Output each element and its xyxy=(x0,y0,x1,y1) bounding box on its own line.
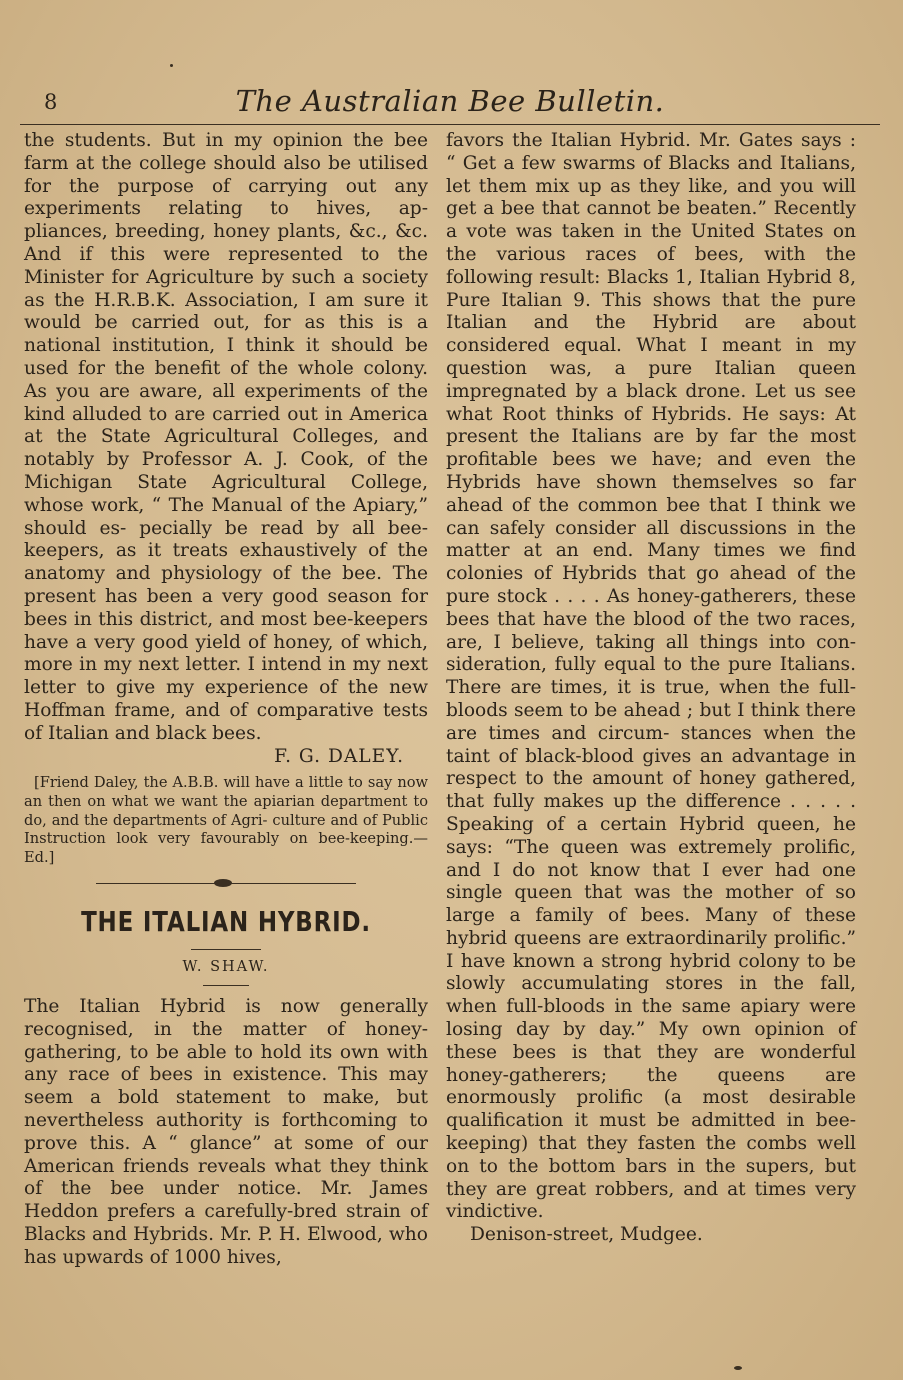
page-number: 8 xyxy=(44,90,58,114)
ink-speck xyxy=(734,1366,742,1370)
left-column xyxy=(24,130,428,1270)
article-title: THE ITALIAN HYBRID. xyxy=(81,905,371,939)
right-column xyxy=(446,130,856,1247)
article-continuation-text: favors the Italian Hybrid. Mr. Gates says : “ Get a few swarms of Blacks and Italians, let them mix up as they like, and you will get a bee that cannot be beaten.” Recently a vote was taken in the United States on the various races of bees, with the following result: Blacks 1, Italian Hybrid 8, Pure Italian 9. This shows that the pure Italian and the Hybrid are about considered equal. What I meant in my question was, a pure Italian queen impregnated by a black drone. Let us see what Root thinks of Hybrids. He says: At present the Italians are by far the most profitable bees we have; and even the Hybrids have shown themselves so far ahead of the common bee that I think we can safely consider all discussions in the matter at an end. Many times we find colonies of Hybrids that go ahead of the pure stock . . . . As honey-gatherers, these bees that have the blood of the two races, are, I believe, taking all things into con- sideration, fully equal to the pure Italians. There are times, it is true, when the full-bloods seem to be ahead ; but I think there are times and circum- stances when the taint of black-blood gives an advantage in respect to the amount of honey gathered, that fully makes up the difference . . . . . Speaking of a certain Hybrid queen, he says: “The queen was extremely prolific, and I do not know that I ever had one single queen that was the mother of so large a family of bees. Many of these hybrid queens are extraordinarily prolific.” I have known a strong hybrid colony to be slowly accumulating stores in the fall, when full-bloods in the same apiary were losing day by day.” My own opinion of these bees is that they are wonderful honey-gatherers; the queens are enormously prolific (a most desirable qualification it must be admitted in bee- keeping) that they fasten the combs well on to the bottom bars in the supers, but they are great robbers, and at times very vindictive. xyxy=(446,130,857,1223)
page-header xyxy=(20,84,880,125)
ink-speck xyxy=(170,64,173,67)
author-rule xyxy=(203,985,249,986)
article-closing-address: Denison-street, Mudgee. xyxy=(470,1224,703,1246)
title-rule xyxy=(191,949,261,950)
letter-signature: F. G. DALEY. xyxy=(274,745,404,767)
article-author: W. SHAW. xyxy=(182,959,270,976)
section-divider-ornament xyxy=(96,877,356,891)
journal-title: The Australian Bee Bulletin. xyxy=(235,84,665,118)
editor-note: [Friend Daley, the A.B.B. will have a little to say now an then on what we want the apiarian department to do, and the departments of Agri- culture and of Public Instruction look very favourably on bee-keeping.—Ed.] xyxy=(24,774,429,866)
letter-text: the students. But in my opinion the bee farm at the college should also be utilised for the purpose of carrying out any experiments relating to hives, ap- pliances, breeding, honey plants, &c., &c. And if this were represented to the Minister for Agriculture by such a society as the H.R.B.K. Association, I am sure it would be carried out, for as this is a national institution, I think it should be used for the benefit of the whole colony. As you are aware, all experiments of the kind alluded to are carried out in America at the State Agricultural Colleges, and notably by Professor A. J. Cook, of the Michigan State Agricultural College, whose work, “ The Manual of the Apiary,” should es- pecially be read by all bee-keepers, as it treats exhaustively of the anatomy and physiology of the bee. The present has been a very good season for bees in this district, and most bee-keepers have a very good yield of honey, of which, more in my next letter. I intend in my next letter to give my experience of the new Hoffman frame, and of comparative tests of Italian and black bees. xyxy=(24,130,429,744)
article-text: The Italian Hybrid is now generally recognised, in the matter of honey- gathering, to be able to hold its own with any race of bees in existence. This may seem a bold statement to make, but nevertheless authority is forthcoming to prove this. A “ glance” at some of our American friends reveals what they think of the bee under notice. Mr. James Heddon prefers a carefully-bred strain of Blacks and Hybrids. Mr. P. H. Elwood, who has upwards of 1000 hives, xyxy=(24,996,428,1268)
